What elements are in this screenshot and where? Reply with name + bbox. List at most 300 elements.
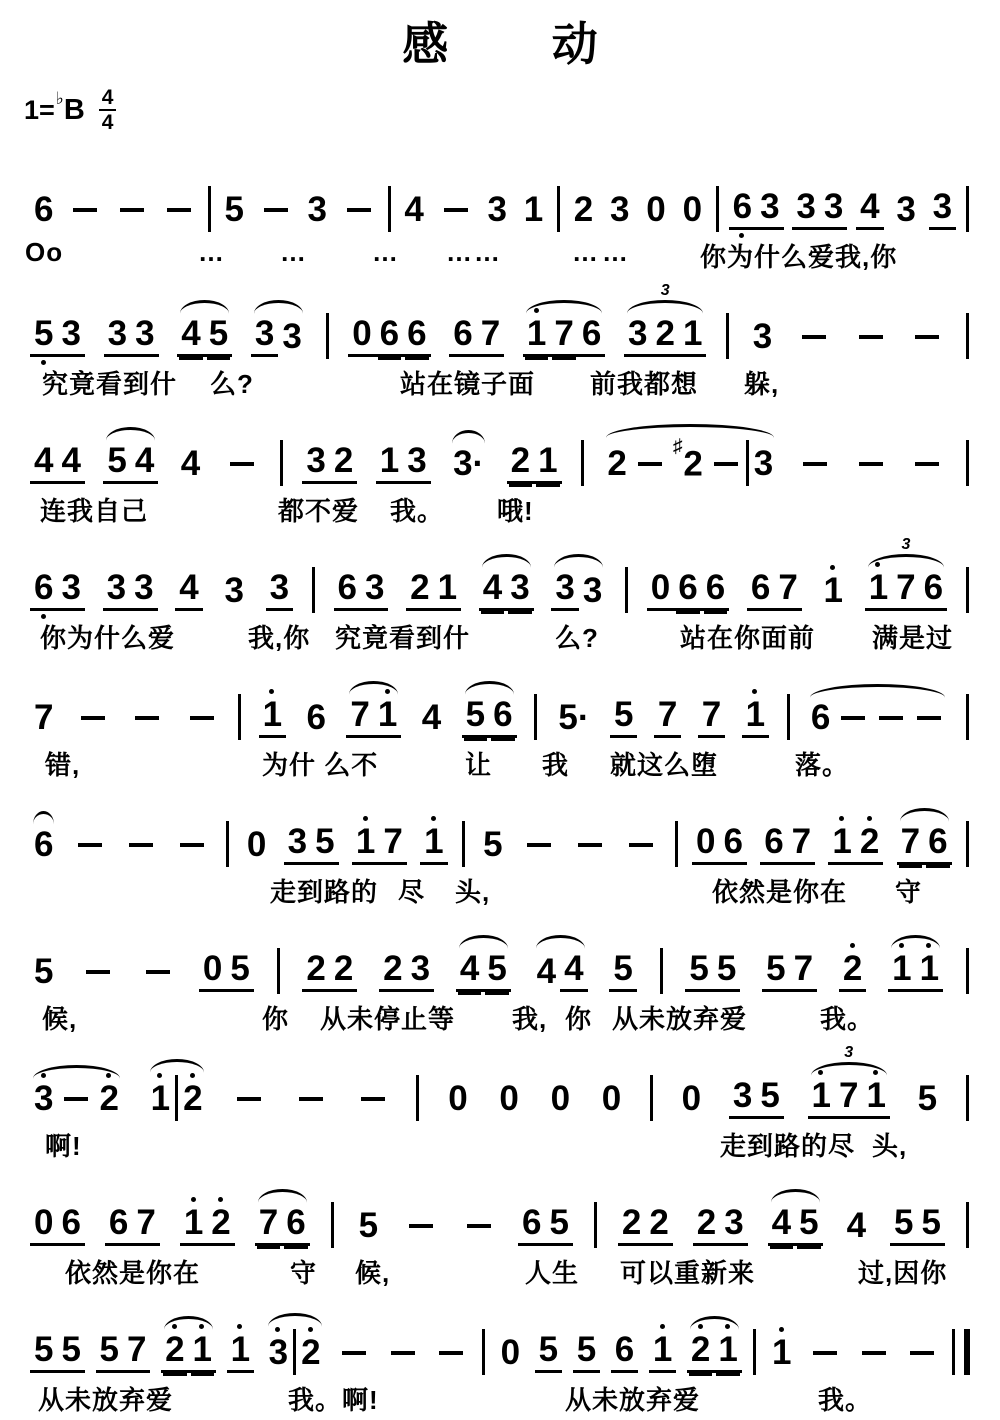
duration-dash xyxy=(64,1097,88,1101)
lyric-segment: 我,你 xyxy=(248,623,311,654)
melody-row xyxy=(0,1166,1000,1246)
note: 3 xyxy=(224,571,244,611)
note-group xyxy=(495,1079,522,1119)
slur-arc xyxy=(258,1189,307,1205)
note: 1 xyxy=(374,695,401,738)
note-group xyxy=(965,692,970,738)
octave-dot-above xyxy=(431,816,436,821)
note-group xyxy=(30,698,57,738)
barline xyxy=(650,1075,653,1121)
note: 6 xyxy=(920,568,947,611)
lyric-segment: 守 xyxy=(895,877,923,908)
note-group xyxy=(230,1097,268,1119)
note: 7 xyxy=(132,1203,159,1246)
note: 2 xyxy=(330,949,357,992)
barline xyxy=(966,1202,969,1248)
melody-row xyxy=(0,658,1000,738)
note-group xyxy=(284,822,339,865)
lyric-segment: 人生 xyxy=(525,1258,580,1289)
barline xyxy=(462,821,465,867)
note-group xyxy=(965,1073,970,1119)
lyric-segment: 站在镜子面 xyxy=(400,369,536,400)
note: 3 xyxy=(582,571,603,611)
duration-dash xyxy=(841,716,865,720)
duration-dash xyxy=(859,335,883,339)
note: 2 xyxy=(651,314,678,357)
note: 4 xyxy=(421,698,442,738)
note: 2 xyxy=(297,1333,324,1373)
barline xyxy=(753,1329,756,1375)
duration-dash xyxy=(230,462,254,466)
lyric-segment: 候, xyxy=(42,1004,78,1035)
note-group xyxy=(698,695,725,738)
lyrics-row xyxy=(0,1380,1000,1414)
note-group xyxy=(173,843,211,865)
lyric-segment: 错, xyxy=(45,750,81,781)
note-group xyxy=(523,314,605,357)
time-signature-denominator: 4 xyxy=(101,111,114,135)
lyric-segment: 为什 么不 xyxy=(262,750,379,781)
music-systems xyxy=(0,150,1000,1420)
note: 3 xyxy=(266,568,293,611)
note: 0 xyxy=(30,1203,57,1246)
lyric-segment: 走到路的尽 xyxy=(720,1131,856,1162)
note: 1 xyxy=(523,314,550,357)
note-group xyxy=(257,208,295,230)
duration-dash xyxy=(629,843,653,847)
lyric-segment: 落。 xyxy=(795,750,850,781)
note-group xyxy=(533,692,538,738)
slur-arc xyxy=(891,935,940,951)
note: 1 xyxy=(420,822,447,865)
barline xyxy=(716,186,719,232)
slur-arc xyxy=(106,427,155,443)
sharp-sign: ♯ xyxy=(672,435,683,457)
duration-dash xyxy=(190,716,214,720)
note: 1 xyxy=(862,1076,889,1119)
note: 1 xyxy=(259,695,286,738)
note: 5 xyxy=(917,1203,944,1246)
note-group xyxy=(220,190,247,230)
barline xyxy=(175,1075,178,1121)
note: 1 xyxy=(534,441,561,484)
note: 0 xyxy=(246,825,267,865)
note-group xyxy=(659,946,664,992)
note-group xyxy=(692,822,747,865)
note-group xyxy=(852,335,890,357)
triplet-arc xyxy=(811,1062,887,1078)
note-group xyxy=(715,184,720,230)
note: 2 xyxy=(330,441,357,484)
lyric-segment: 么? xyxy=(210,369,254,400)
note: 3· xyxy=(453,444,485,484)
note: 5 xyxy=(762,949,789,992)
note: 2 xyxy=(607,444,627,484)
note-group xyxy=(355,1206,382,1246)
note-group xyxy=(952,1327,970,1373)
note-group xyxy=(828,822,883,865)
note-group xyxy=(175,568,202,611)
note: 4 xyxy=(479,568,506,611)
slur-arc xyxy=(33,811,54,827)
note: 1 xyxy=(434,568,461,611)
note-group xyxy=(199,949,254,992)
note-group xyxy=(462,695,517,738)
triplet-number: 3 xyxy=(658,283,673,299)
barline xyxy=(966,948,969,994)
note-group xyxy=(855,1351,893,1373)
note-group xyxy=(865,536,947,611)
note: 7 xyxy=(892,568,919,611)
note-group xyxy=(265,1327,325,1373)
duration-dash xyxy=(347,208,371,212)
duration-dash xyxy=(879,716,903,720)
note: 3 xyxy=(752,317,773,357)
note: 3 xyxy=(251,314,278,357)
note: 3 xyxy=(403,441,430,484)
note: 7 xyxy=(790,949,817,992)
note-group xyxy=(449,444,488,484)
lyric-segment: 我, xyxy=(512,1004,548,1035)
note: 6 xyxy=(729,187,756,230)
lyrics-row xyxy=(0,1126,1000,1160)
lyric-segment: 我。 xyxy=(818,1385,873,1416)
note: 1 xyxy=(865,568,892,611)
note: 0 xyxy=(646,190,666,230)
note-group xyxy=(573,1330,600,1373)
note: 1 xyxy=(352,822,379,865)
note: 4 xyxy=(180,444,201,484)
note: 5 xyxy=(545,1203,572,1246)
note: 1 xyxy=(189,1330,216,1373)
duration-dash xyxy=(146,970,170,974)
note: 4 xyxy=(177,314,204,357)
note: 7 xyxy=(123,1330,150,1373)
note-group xyxy=(571,843,609,865)
note-group xyxy=(302,441,357,484)
note-group xyxy=(113,208,151,230)
barline xyxy=(594,1202,597,1248)
slur-arc xyxy=(771,1189,820,1205)
note-group xyxy=(897,822,952,865)
note-group xyxy=(30,1203,85,1246)
note: 3 xyxy=(624,314,651,357)
note-group xyxy=(251,314,306,357)
note-group xyxy=(340,208,378,230)
note-group xyxy=(642,190,669,230)
note-group xyxy=(965,565,970,611)
note: 5 xyxy=(685,949,712,992)
note: 1 xyxy=(828,822,855,865)
note: 6 xyxy=(810,698,831,738)
note-group xyxy=(30,825,57,865)
barline xyxy=(966,821,969,867)
note: 3 xyxy=(57,314,84,357)
note-group xyxy=(593,1200,598,1246)
note: 7 xyxy=(477,314,504,357)
note-group xyxy=(965,1200,970,1246)
note: 6 xyxy=(747,568,774,611)
duration-dash xyxy=(409,1224,433,1228)
note-group xyxy=(624,282,706,357)
barline xyxy=(388,186,391,232)
note: 3 xyxy=(792,187,819,230)
slur-arc xyxy=(482,554,531,570)
note-group xyxy=(220,571,247,611)
duration-dash xyxy=(81,716,105,720)
lyrics-row xyxy=(0,999,1000,1033)
note: 1 xyxy=(679,314,706,357)
note-group xyxy=(795,335,833,357)
note: 4 xyxy=(536,952,557,992)
note: 1 xyxy=(714,1330,741,1373)
slur-arc xyxy=(268,1313,322,1329)
note-group xyxy=(808,1044,890,1119)
note-group xyxy=(609,949,636,992)
note-group xyxy=(432,1351,470,1373)
lyric-segment: 究竟看到什 xyxy=(42,369,178,400)
lyric-segment: 依然是你在 xyxy=(65,1258,201,1289)
note-group xyxy=(376,441,431,484)
note: 3 xyxy=(720,1203,747,1246)
note: 5 xyxy=(57,1330,84,1373)
note: 2 xyxy=(618,1203,645,1246)
duration-dash xyxy=(578,843,602,847)
note-group xyxy=(279,438,284,484)
barline xyxy=(966,186,969,232)
note-group xyxy=(346,695,401,738)
lyric-segment: 都不爱 xyxy=(278,496,360,527)
note: 3 xyxy=(729,1076,756,1119)
note-group xyxy=(839,949,866,992)
note-group xyxy=(483,190,510,230)
note: 5 xyxy=(226,949,253,992)
note-group xyxy=(177,444,204,484)
barline xyxy=(238,694,241,740)
triplet-number: 3 xyxy=(841,1045,856,1061)
note-group xyxy=(147,1073,207,1119)
lyric-segment: 头, xyxy=(872,1131,908,1162)
note-group xyxy=(693,1203,748,1246)
music-system xyxy=(0,1293,1000,1420)
lyric-segment: Oo xyxy=(25,237,64,268)
lyric-segment: 我。 xyxy=(390,496,445,527)
note: 3 xyxy=(896,190,916,230)
note-group xyxy=(796,462,834,484)
note-group xyxy=(227,1330,254,1373)
duration-dash xyxy=(813,1351,837,1355)
lyric-segment: 我,你 xyxy=(835,242,898,273)
lyric-segment: … xyxy=(446,237,473,268)
lyric-segment: 从未放弃爱 xyxy=(38,1385,174,1416)
note: 2 xyxy=(507,441,534,484)
note-group xyxy=(965,311,970,357)
note: 3 xyxy=(265,1333,292,1373)
time-signature-numerator: 4 xyxy=(99,86,117,111)
barline xyxy=(625,567,628,613)
note-group xyxy=(852,462,890,484)
note-group xyxy=(402,1224,440,1246)
note: 5 xyxy=(573,1330,600,1373)
note: 5 xyxy=(713,949,740,992)
lyric-segment: 从未放弃爱 xyxy=(565,1385,701,1416)
note-group xyxy=(892,190,919,230)
note-group xyxy=(768,1203,823,1246)
note-group xyxy=(225,819,230,865)
note-group xyxy=(161,1330,216,1373)
barline xyxy=(787,694,790,740)
note: 6 xyxy=(376,314,403,357)
note: ♯2 xyxy=(672,435,703,484)
slur-arc xyxy=(254,300,303,316)
note-group xyxy=(237,692,242,738)
note-group xyxy=(96,1330,151,1373)
note-group xyxy=(507,441,562,484)
note-group xyxy=(762,949,817,992)
barline xyxy=(280,440,283,486)
note: 6 xyxy=(760,822,787,865)
lyrics-row xyxy=(0,618,1000,652)
lyric-segment: 依然是你在 xyxy=(712,877,848,908)
note: 7 xyxy=(255,1203,282,1246)
lyric-segment: … xyxy=(372,237,399,268)
note: 6 xyxy=(34,190,54,230)
note: 0 xyxy=(601,1079,622,1119)
note-group xyxy=(535,1330,562,1373)
note: 1 xyxy=(147,1079,174,1119)
lyric-segment: … xyxy=(280,237,307,268)
note: 0 xyxy=(448,1079,468,1119)
note: 6 xyxy=(578,314,605,357)
note: 0 xyxy=(682,190,703,230)
note-group xyxy=(965,438,970,484)
duration-dash xyxy=(803,462,827,466)
note: 2 xyxy=(161,1330,188,1373)
triplet-number: 3 xyxy=(898,537,913,553)
duration-dash xyxy=(237,1097,261,1101)
note-group xyxy=(255,1203,310,1246)
note-group xyxy=(180,1203,235,1246)
duration-dash xyxy=(391,1351,415,1355)
note-group xyxy=(128,716,166,738)
barline xyxy=(966,440,969,486)
final-double-barline xyxy=(952,1329,970,1375)
note-group xyxy=(674,819,679,865)
lyric-segment: 你为什么爱 xyxy=(700,242,836,273)
duration-dash xyxy=(527,843,551,847)
lyric-segment: 过,因你 xyxy=(858,1258,948,1289)
note-group xyxy=(325,311,330,357)
slur-arc xyxy=(465,681,514,697)
duration-dash xyxy=(862,1351,886,1355)
note: 7 xyxy=(774,568,801,611)
octave-dot-above xyxy=(191,1197,196,1202)
music-system xyxy=(0,785,1000,912)
note-group xyxy=(418,698,445,738)
note: 1 xyxy=(768,1333,795,1373)
note: 4 xyxy=(404,190,424,230)
note-group xyxy=(729,187,784,230)
note-group xyxy=(556,184,561,230)
note-group xyxy=(266,568,293,611)
duration-dash xyxy=(135,716,159,720)
note: 7 xyxy=(835,1076,862,1119)
note-group xyxy=(415,1073,420,1119)
barline xyxy=(557,186,560,232)
note-group xyxy=(760,822,815,865)
lyric-segment: 前我都想 xyxy=(590,369,699,400)
note-group xyxy=(742,695,769,738)
note-group xyxy=(908,462,946,484)
note-group xyxy=(820,571,847,611)
lyric-segment: 从未放弃爱 xyxy=(612,1004,748,1035)
note: 6 xyxy=(611,1330,638,1373)
barline xyxy=(208,186,211,232)
note: 2 xyxy=(839,949,866,992)
barline xyxy=(675,821,678,867)
note-group xyxy=(348,314,430,357)
slur-arc xyxy=(690,1316,739,1332)
music-system xyxy=(0,150,1000,277)
note-group xyxy=(856,187,883,230)
note: 5 xyxy=(205,314,232,357)
note: 7 xyxy=(698,695,725,738)
note-group xyxy=(807,698,948,738)
lyric-segment: 躲, xyxy=(744,369,780,400)
note: 5 xyxy=(756,1076,783,1119)
octave-dot-above xyxy=(830,565,835,570)
melody-row xyxy=(0,1039,1000,1119)
duration-dash xyxy=(361,1097,385,1101)
note: 5 xyxy=(358,1206,379,1246)
note: 0 xyxy=(499,1079,519,1119)
note-group xyxy=(792,187,847,230)
duration-dash xyxy=(910,1351,934,1355)
triplet-arc xyxy=(868,554,944,570)
melody-row xyxy=(0,912,1000,992)
note-group xyxy=(533,949,588,992)
note: 3 xyxy=(756,187,783,230)
note: 2 xyxy=(645,1203,672,1246)
slur-arc xyxy=(164,1316,213,1332)
music-system xyxy=(0,1166,1000,1293)
note-group xyxy=(384,1351,422,1373)
note-group xyxy=(654,695,681,738)
note: 3 xyxy=(361,568,388,611)
note: 5 xyxy=(609,949,636,992)
note: 6 xyxy=(403,314,430,357)
note-group xyxy=(725,311,730,357)
duration-dash xyxy=(439,1351,463,1355)
note: 4 xyxy=(131,441,158,484)
lyric-segment: 头, xyxy=(455,877,491,908)
note-group xyxy=(768,1333,795,1373)
note: 1 xyxy=(523,190,544,230)
note: 2 xyxy=(693,1203,720,1246)
lyric-segment: 守 xyxy=(290,1258,318,1289)
note: 3 xyxy=(610,190,630,230)
note-group xyxy=(103,568,158,611)
note: 6 xyxy=(449,314,476,357)
note-group xyxy=(497,1333,524,1373)
key-signature xyxy=(0,74,1000,134)
note-group xyxy=(551,568,606,611)
duration-dash xyxy=(86,970,110,974)
note: 1 xyxy=(649,1330,676,1373)
lyric-segment: 你 xyxy=(565,1004,593,1035)
note: 1 xyxy=(742,695,769,738)
note: 0 xyxy=(681,1079,702,1119)
